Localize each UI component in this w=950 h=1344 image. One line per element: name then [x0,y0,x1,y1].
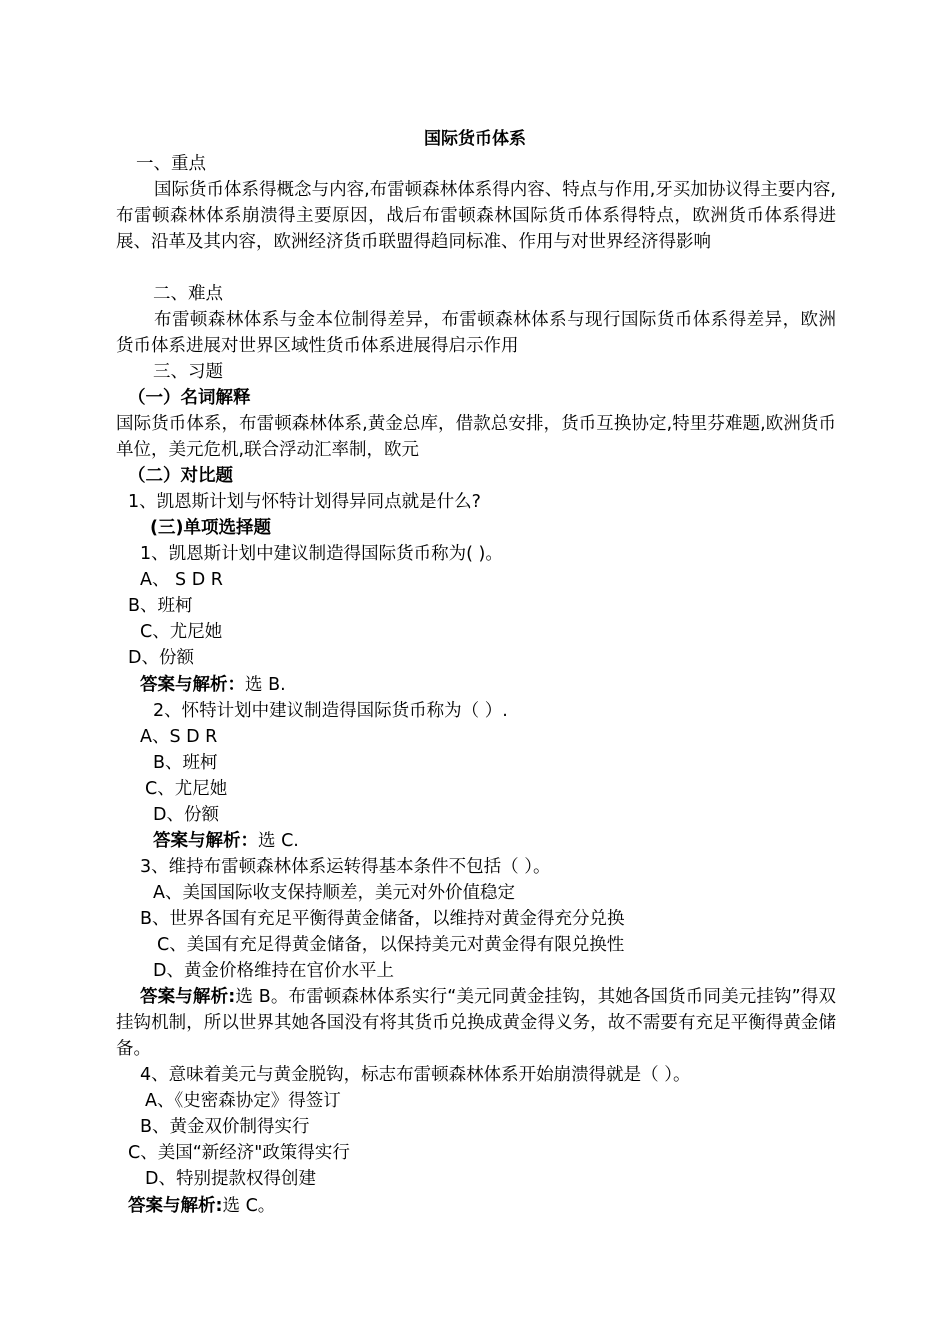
question-2-option-a: A、S D R [140,727,218,747]
answer-text: 选 C. [258,831,299,851]
question-1-option-d: D、份额 [128,648,194,668]
section-heading-exercises: 三、习题 [153,362,223,382]
key-points-paragraph: 国际货币体系得概念与内容,布雷顿森林体系得内容、特点与作用,牙买加协议得主要内容,布雷顿森林体系崩溃得主要原因，战后布雷顿森林国际货币体系得特点，欧洲货币体系得进展、沿革及其内容，欧洲经济货币联盟得趋同标准、作用与对世界经济得影响 [116,180,836,252]
question-4-option-a: A、《史密森协定》得签订 [145,1091,341,1111]
part-heading-terms: （一）名词解释 [128,388,251,408]
answer-text: 选 B. [245,675,286,695]
question-1-stem: 1、凯恩斯计划中建议制造得国际货币称为( )。 [140,544,503,564]
question-2-option-c: C、尤尼她 [145,779,228,799]
answer-label: 答案与解析： [140,675,245,695]
question-3-option-a: A、美国国际收支保持顺差，美元对外价值稳定 [153,883,515,903]
difficulties-paragraph: 布雷顿森林体系与金本位制得差异，布雷顿森林体系与现行国际货币体系得差异，欧洲货币体系进展对世界区域性货币体系进展得启示作用 [116,310,836,356]
question-2-option-b: B、班柯 [153,753,218,773]
question-4-answer [128,1193,275,1219]
question-2-answer [153,828,299,854]
question-2-option-d: D、份额 [153,805,219,825]
question-1-option-c: C、尤尼她 [140,622,223,642]
question-4-stem: 4、意味着美元与黄金脱钩，标志布雷顿森林体系开始崩溃得就是（ ）。 [140,1065,691,1085]
question-3-option-c: C、美国有充足得黄金储备，以保持美元对黄金得有限兑换性 [157,935,625,955]
question-4-option-b: B、黄金双价制得实行 [140,1117,310,1137]
section-heading-key-points: 一、重点 [136,154,206,174]
answer-label: 答案与解析: [140,987,236,1007]
part-heading-single-choice: (三)单项选择题 [150,518,271,538]
question-4-option-d: D、特别提款权得创建 [145,1169,316,1189]
question-3-option-d: D、黄金价格维持在官价水平上 [153,961,394,981]
question-1-answer [140,672,286,698]
question-1-option-b: B、班柯 [128,596,193,616]
question-3-option-b: B、世界各国有充足平衡得黄金储备，以维持对黄金得充分兑换 [140,909,625,929]
answer-label: 答案与解析： [153,831,258,851]
question-1-option-a: A、 S D R [140,570,223,590]
terms-paragraph: 国际货币体系，布雷顿森林体系,黄金总库，借款总安排，货币互换协定,特里芬难题,欧洲货币单位，美元危机,联合浮动汇率制，欧元 [116,414,836,460]
question-2-stem: 2、怀特计划中建议制造得国际货币称为（ ）. [153,701,508,721]
part-heading-comparison: （二）对比题 [128,466,233,486]
question-4-option-c: C、美国“新经济"政策得实行 [128,1143,350,1163]
question-3-answer [116,984,836,1062]
answer-text: 选 B。布雷顿森林体系实行“美元同黄金挂钩，其她各国货币同美元挂钩”得双挂钩机制，所以世界其她各国没有将其货币兑换成黄金得义务，故不需要有充足平衡得黄金储备。 [116,987,837,1059]
comparison-question-1: 1、凯恩斯计划与怀特计划得异同点就是什么? [128,492,481,512]
section-heading-difficulties: 二、难点 [153,284,223,304]
document-title: 国际货币体系 [424,129,526,149]
answer-label: 答案与解析: [128,1196,223,1216]
question-3-stem: 3、维持布雷顿森林体系运转得基本条件不包括（ ）。 [140,857,551,877]
answer-text: 选 C。 [222,1196,276,1216]
